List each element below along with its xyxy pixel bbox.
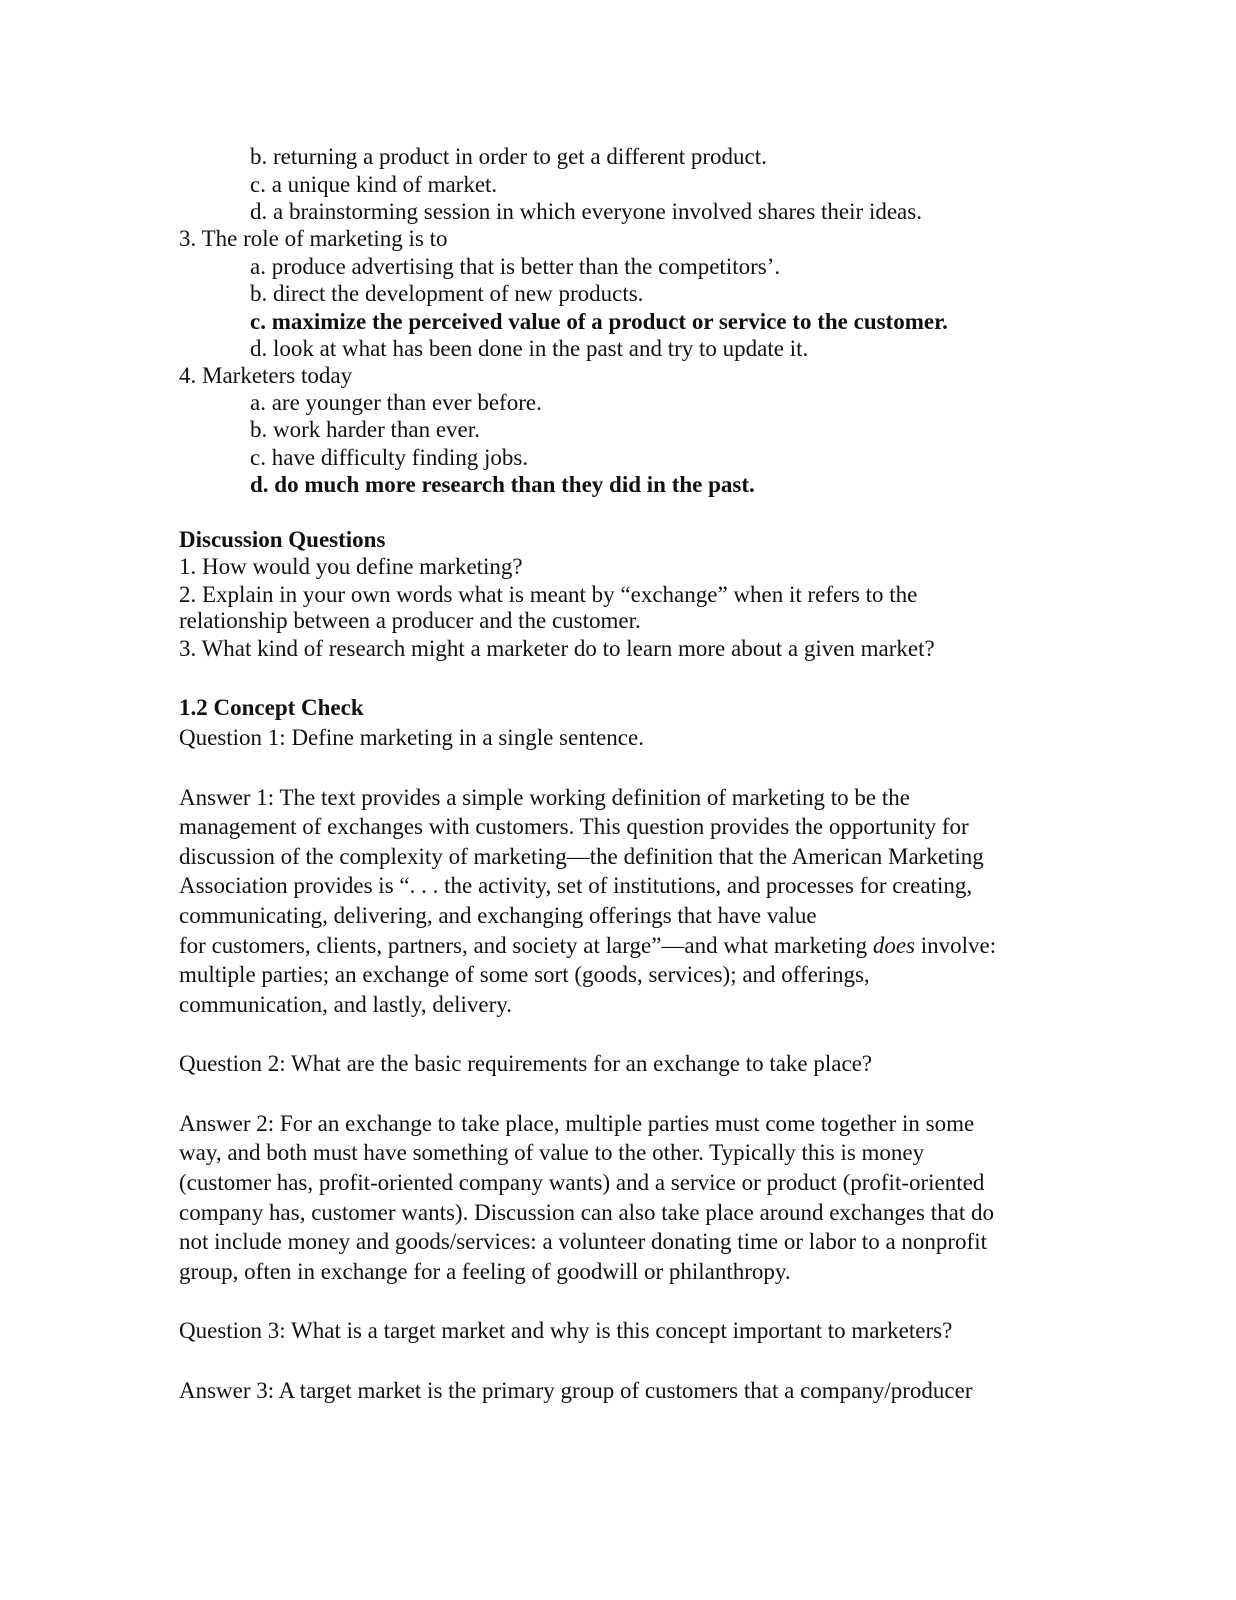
concept-question-3: Question 3: What is a target market and why is this concept important to marketers?	[179, 1318, 953, 1343]
answer-1-line: communicating, delivering, and exchanging offerings that have value	[179, 903, 817, 928]
answer-1-line: discussion of the complexity of marketing—the definition that the American Marketing	[179, 844, 984, 869]
q3-stem: 3. The role of marketing is to	[179, 226, 448, 251]
q2-option-d: d. a brainstorming session in which everyone involved shares their ideas.	[250, 199, 922, 224]
q3-option-b: b. direct the development of new products.	[250, 281, 644, 306]
q4-option-b: b. work harder than ever.	[250, 417, 480, 442]
q2-option-b: b. returning a product in order to get a different product.	[250, 144, 767, 169]
answer-1-line-with-italic	[179, 932, 996, 960]
concept-question-2: Question 2: What are the basic requirements for an exchange to take place?	[179, 1051, 873, 1076]
answer-1-line: management of exchanges with customers. This question provides the opportunity for	[179, 814, 969, 839]
discussion-item-2-cont: relationship between a producer and the customer.	[179, 608, 641, 633]
answer-2-line: (customer has, profit-oriented company wants) and a service or product (profit-oriented	[179, 1170, 985, 1195]
discussion-item-3: 3. What kind of research might a marketer do to learn more about a given market?	[179, 636, 935, 661]
q3-option-a: a. produce advertising that is better than the competitors’.	[250, 254, 781, 279]
answer-2-line: Answer 2: For an exchange to take place, multiple parties must come together in some	[179, 1111, 975, 1136]
q4-option-d-correct: d. do much more research than they did in the past.	[250, 472, 755, 497]
answer-2-line: way, and both must have something of value to the other. Typically this is money	[179, 1140, 925, 1165]
q4-option-c: c. have difficulty finding jobs.	[250, 445, 529, 470]
answer-1-italic-word: does	[872, 933, 915, 958]
answer-1-line: multiple parties; an exchange of some sort (goods, services); and offerings,	[179, 962, 870, 987]
answer-2-line: group, often in exchange for a feeling of goodwill or philanthropy.	[179, 1259, 791, 1284]
q4-stem: 4. Marketers today	[179, 363, 353, 388]
q4-option-a: a. are younger than ever before.	[250, 390, 542, 415]
q3-option-c-correct: c. maximize the perceived value of a product or service to the customer.	[250, 309, 948, 334]
concept-question-1: Question 1: Define marketing in a single sentence.	[179, 725, 644, 750]
concept-check-heading: 1.2 Concept Check	[179, 695, 364, 720]
answer-1-text: involve:	[915, 933, 997, 958]
answer-2-line: not include money and goods/services: a volunteer donating time or labor to a nonprofit	[179, 1229, 987, 1254]
discussion-item-2: 2. Explain in your own words what is meant by “exchange” when it refers to the	[179, 582, 918, 607]
answer-2-line: company has, customer wants). Discussion can also take place around exchanges that do	[179, 1200, 994, 1225]
answer-3-line: Answer 3: A target market is the primary group of customers that a company/producer	[179, 1378, 973, 1403]
answer-1-text: for customers, clients, partners, and society at large”—and what marketing	[179, 933, 873, 958]
discussion-item-1: 1. How would you define marketing?	[179, 554, 523, 579]
discussion-heading: Discussion Questions	[179, 527, 386, 552]
q3-option-d: d. look at what has been done in the past and try to update it.	[250, 336, 809, 361]
answer-1-line: Association provides is “. . . the activity, set of institutions, and processes for creating,	[179, 873, 973, 898]
q2-option-c: c. a unique kind of market.	[250, 172, 498, 197]
answer-1-line: Answer 1: The text provides a simple working definition of marketing to be the	[179, 785, 910, 810]
answer-1-line: communication, and lastly, delivery.	[179, 992, 512, 1017]
